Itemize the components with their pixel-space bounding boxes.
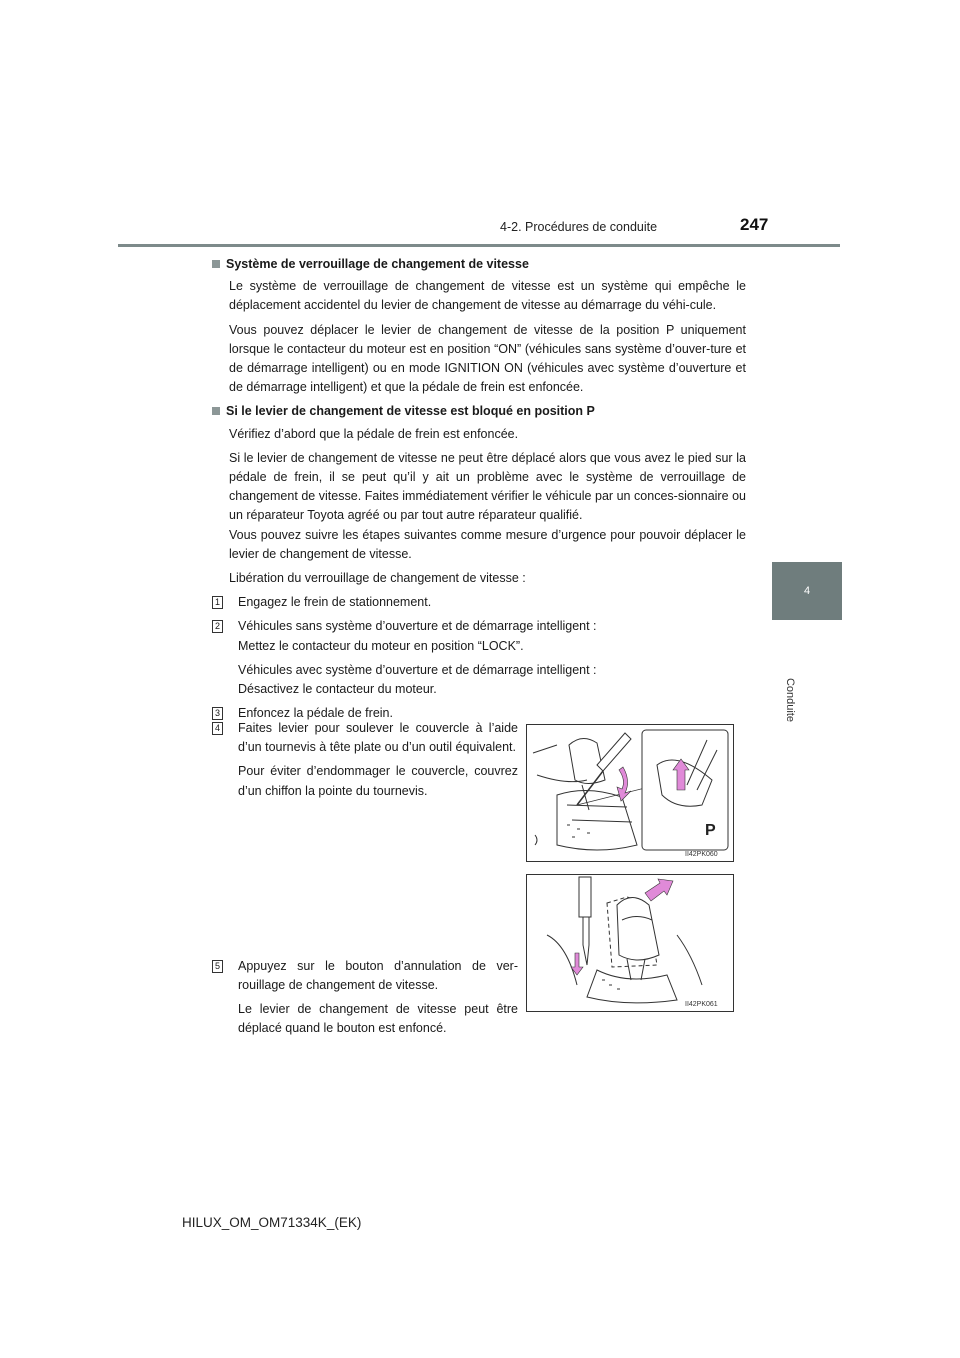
release-button-illustration [527, 875, 733, 1011]
step-number: 5 [212, 960, 223, 973]
header-divider [118, 244, 840, 247]
section-heading: Système de verrouillage de changement de vitesse [212, 255, 746, 274]
chapter-tab[interactable] [772, 562, 842, 620]
chapter-title [770, 655, 810, 745]
figure-code: II42PK061 [685, 1001, 718, 1008]
step-number: 4 [212, 722, 223, 735]
park-label: P [705, 822, 716, 839]
step-number: 2 [212, 620, 223, 633]
chapter-number: 4 [803, 585, 811, 597]
paragraph: Libération du verrouillage de changement de vitesse : [229, 571, 526, 586]
bullet-square-icon [212, 260, 220, 268]
arrow-diagonal-icon [645, 879, 673, 901]
section-lever-stuck [212, 402, 746, 588]
paragraph: Vous pouvez suivre les étapes suivantes comme mesure d’urgence pour pouvoir déplacer le levier de changement de vitesse. [229, 527, 746, 561]
figure-code: II42PK060 [685, 851, 718, 858]
step-item: 2 Véhicules sans système d’ouverture et de démarrage intelligent : Mettez le contacteur du moteur en position “LOCK”. Véhicules avec système d’ouverture et de démarrage intelligent : Désactivez le contacteur du moteur. [212, 617, 746, 699]
steps-list [212, 593, 746, 723]
screwdriver-cover-illustration [527, 725, 733, 861]
paragraph: Si le levier de changement de vitesse ne peut être déplacé alors que vous avez le pied sur la pédale de frein, il se peut qu’il y ait un problème avec le système de verrouillage de changement de vitesse. Faites immédiatement vérifier le véhicule par un conces-sionnaire ou un réparateur Toyota agréé ou par tout autre réparateur qualifié. [229, 450, 746, 523]
step-number: 1 [212, 596, 223, 609]
figure-pry-cover [526, 724, 734, 862]
section-heading: Si le levier de changement de vitesse est bloqué en position P [212, 402, 746, 421]
paragraph: Vous pouvez déplacer le levier de changement de vitesse de la position P uniquement lorsque le contacteur du moteur est en position “ON” (véhicules sans système d’ouver-ture et de démarrage intelligent) ou en mode IGNITION ON (véhicules avec système d’ouverture et de démarrage intelligent) et que la pédale de frein est enfoncée. [229, 322, 746, 395]
step-item: 4 Faites levier pour soulever le couvercle à l’aide d’un tournevis à tête plate ou d’un outil équivalent. Pour éviter d’endommager le couvercle, couvrez d’un chiffon la pointe du tournevis. [212, 719, 538, 801]
main-content [212, 255, 746, 728]
step-item: 1 Engagez le frein de stationnement. [212, 593, 746, 612]
manual-id: HILUX_OM_OM71334K_(EK) [182, 1215, 362, 1230]
step-item: 5 Appuyez sur le bouton d’annulation de ver-rouillage de changement de vitesse. Le levier de changement de vitesse peut être déplacé quand le bouton est enfoncé. [212, 957, 538, 1039]
step-number: 3 [212, 707, 223, 720]
chapter-title-text: Conduite [784, 677, 796, 723]
step-item: 3 Enfoncez la pédale de frein. [212, 704, 746, 723]
paragraph: Vérifiez d’abord que la pédale de frein est enfoncée. [229, 426, 519, 441]
figure-release-button [526, 874, 734, 1012]
section-title: 4-2. Procédures de conduite [500, 220, 658, 234]
section-shift-lock [212, 255, 746, 397]
page-number: 247 [740, 215, 769, 234]
bullet-square-icon [212, 407, 220, 415]
paragraph: Le système de verrouillage de changement de vitesse est un système qui empêche le déplacement accidentel du levier de changement de vitesse au démarrage du véhi-cule. [229, 279, 746, 313]
